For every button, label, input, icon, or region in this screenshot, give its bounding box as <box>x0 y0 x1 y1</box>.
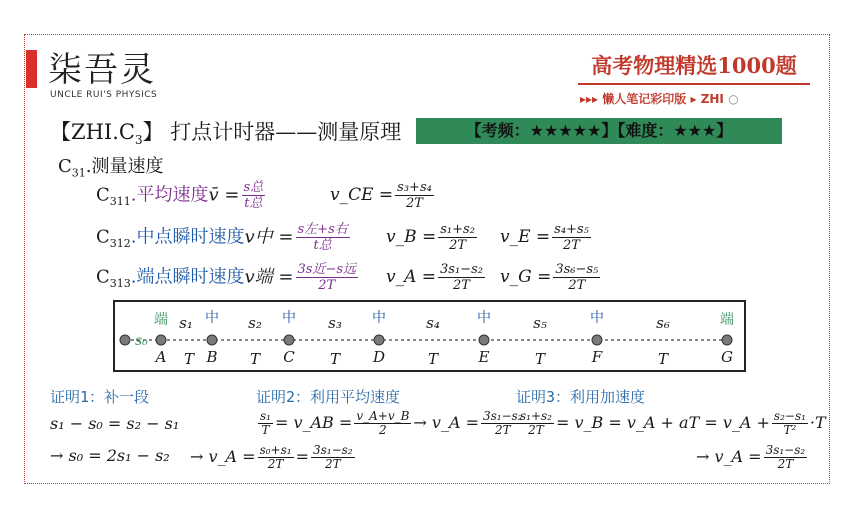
tape-top-a: 端 <box>154 312 168 328</box>
eq-ve: v_E = $\frac{\text{s₄+s₅}}{2T}$ <box>500 222 589 253</box>
edition-line: ▸▸▸ 懒人笔记彩印版 ▸ ZHI ○ <box>580 92 739 106</box>
tape-seg-s6: s₆ <box>656 314 670 332</box>
item-midpoint-velocity: $C_{312}$.中点瞬时速度v中 = s左+s右 t总 <box>96 222 348 253</box>
brand-logo: 柒吾灵 <box>48 50 156 90</box>
tape-top-b: 中 <box>205 310 219 326</box>
tape-letter-f: F <box>591 348 603 366</box>
tape-dot-f <box>592 335 602 345</box>
section-heading: $C_{31}$.测量速度 <box>58 156 164 180</box>
proof3-line2: → v_A = $\frac{\text{3s₁−s₂}}{2T}$ <box>696 443 806 471</box>
eq-va: v_A = $\frac{\text{3s₁−s₂}}{2T}$ <box>386 262 483 293</box>
tape-dot-b <box>207 335 217 345</box>
proof3-title: 证明3：利用加速度 <box>516 388 646 406</box>
tape-letter-g: G <box>721 348 733 366</box>
tape-dot-a <box>156 335 166 345</box>
tape-seg-s4: s₄ <box>426 314 440 332</box>
tape-dot-e <box>479 335 489 345</box>
tape-interval-4: T <box>427 350 439 368</box>
tape-letter-d: D <box>372 348 386 366</box>
tape-interval-1: T <box>183 350 195 368</box>
tape-top-e: 中 <box>477 310 491 326</box>
brand-red-bar <box>26 50 37 88</box>
arrows-icon: ▸▸▸ <box>580 92 599 106</box>
tape-dot-s0 <box>120 335 130 345</box>
tape-seg-s3: s₃ <box>328 314 342 332</box>
tape-top-f: 中 <box>590 310 604 326</box>
tape-interval-2: T <box>249 350 261 368</box>
proof2-title: 证明2：利用平均速度 <box>256 388 401 406</box>
tape-dot-g <box>722 335 732 345</box>
proof3-line1: $\frac{\text{s₁+s₂}}{2T}$ = v_B = v_A + aT = v_A + $\frac{\text{s₂−s₁}}{\text{T²}}$ ·T <box>520 409 826 437</box>
eq-vb: v_B = $\frac{\text{s₁+s₂}}{2T}$ <box>386 222 475 253</box>
series-title: 高考物理精选1000题 <box>578 50 810 85</box>
circle-icon: ○ <box>728 92 739 106</box>
tape-top-d: 中 <box>372 310 386 326</box>
tape-letter-a: A <box>155 348 167 366</box>
proof2-line2: → v_A = $\frac{\text{s₀+s₁}}{2T}$ = $\frac{\text{3s₁−s₂}}{2T}$ <box>190 443 353 471</box>
tape-interval-6: T <box>657 350 669 368</box>
tape-seg-s2: s₂ <box>248 314 262 332</box>
tape-s0-label: s₀ <box>135 333 148 349</box>
tape-dot-c <box>284 335 294 345</box>
play-marker-icon: ▸ <box>690 92 697 106</box>
tape-letter-e: E <box>478 348 490 366</box>
tape-seg-s5: s₅ <box>533 314 547 332</box>
item-endpoint-velocity: $C_{313}$.端点瞬时速度v端 = 3s近−s远 2T <box>96 262 357 293</box>
page-title: 【$ZHI.C_3$】 打点计时器——测量原理 <box>50 120 402 148</box>
tape-seg-s1: s₁ <box>179 314 193 332</box>
tape-letter-c: C <box>283 348 295 366</box>
tape-top-c: 中 <box>282 310 296 326</box>
proof1-title: 证明1：补一段 <box>50 388 150 406</box>
eq-vce: v_CE = $\frac{\text{s₃+s₄}}{2T}$ <box>330 180 432 211</box>
item-average-velocity: $C_{311}$.平均速度v̄ = s总 t总 <box>96 180 264 211</box>
proof2-line1: $\frac{\text{s₁}}{T}$ = v_AB = $\frac{v\_A+v\_B}{2}$ → v_A = $\frac{\text{3s₁−s₂}}{2T}$ <box>260 409 523 437</box>
tape-letter-b: B <box>206 348 218 366</box>
frequency-difficulty-badge: 【考频：★★★★★】【难度：★★★】 <box>416 118 782 144</box>
tape-interval-3: T <box>329 350 341 368</box>
tape-top-g: 端 <box>720 312 734 328</box>
proof1-line1: s₁ − s₀ = s₂ − s₁ <box>50 414 180 433</box>
ticker-tape-diagram <box>113 300 746 372</box>
tape-dot-d <box>374 335 384 345</box>
brand-subtitle: UNCLE RUI'S PHYSICS <box>50 90 158 100</box>
tape-interval-5: T <box>534 350 546 368</box>
eq-vg: v_G = $\frac{\text{3s₆−s₅}}{2T}$ <box>500 262 599 293</box>
proof1-line2: → s₀ = 2s₁ − s₂ <box>50 446 170 465</box>
